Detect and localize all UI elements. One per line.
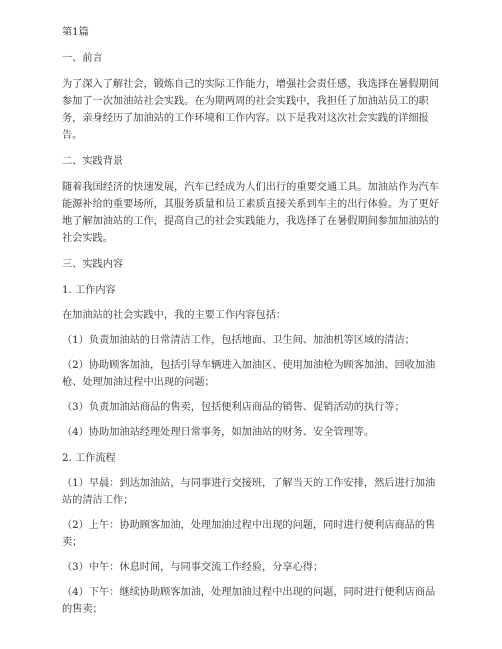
section-heading-preface: 一、前言 <box>62 53 103 64</box>
part-label: 第1篇 <box>62 27 89 38</box>
subheading-work-content: 1. 工作内容 <box>62 285 116 296</box>
work-content-item: （3）负责加油站商品的售卖，包括便利店商品的销售、促销活动的执行等； <box>62 402 405 413</box>
work-flow-item: （1）早晨：到达加油站，与同事进行交接班，了解当天的工作安排，然后进行加油站的清洁工作； <box>62 478 436 506</box>
subheading-work-flow: 2. 工作流程 <box>62 453 116 464</box>
work-flow-item: （3）中午：休息时间，与同事交流工作经验，分享心得； <box>62 562 324 573</box>
work-flow-item: （2）上午：协助顾客加油，处理加油过程中出现的问题，同时进行便利店商品的售卖； <box>62 520 436 548</box>
document-page <box>62 24 440 618</box>
preface-paragraph: 为了深入了解社会，锻炼自己的实际工作能力，增强社会责任感，我选择在暑假期间参加了一次加油站社会实践。在为期两周的社会实践中，我担任了加油站员工的职务，亲身经历了加油站的工作环境和工作内容。以下是我对这次社会实践的详细报告。 <box>62 79 439 141</box>
section-heading-background: 二、实践背景 <box>62 156 124 167</box>
work-content-intro: 在加油站的社会实践中，我的主要工作内容包括： <box>62 310 287 321</box>
work-content-item: （4）协助加油站经理处理日常事务，如加油站的财务、安全管理等。 <box>62 427 375 438</box>
work-content-item: （2）协助顾客加油，包括引导车辆进入加油区、使用加油枪为顾客加油、回收加油枪、处理加油过程中出现的问题； <box>62 360 436 388</box>
work-flow-item: （4）下午：继续协助顾客加油，处理加油过程中出现的问题，同时进行便利店商品的售卖； <box>62 587 436 615</box>
section-heading-content: 三、实践内容 <box>62 259 124 270</box>
work-content-item: （1）负责加油站的日常清洁工作，包括地面、卫生间、加油机等区域的清洁； <box>62 335 415 346</box>
background-paragraph: 随着我国经济的快速发展，汽车已经成为人们出行的重要交通工具。加油站作为汽车能源补给的重要场所，其服务质量和员工素质直接关系到车主的出行体验。为了更好地了解加油站的工作，提高自己的社会实践能力，我选择了在暑假期间参加加油站的社会实践。 <box>62 182 439 244</box>
